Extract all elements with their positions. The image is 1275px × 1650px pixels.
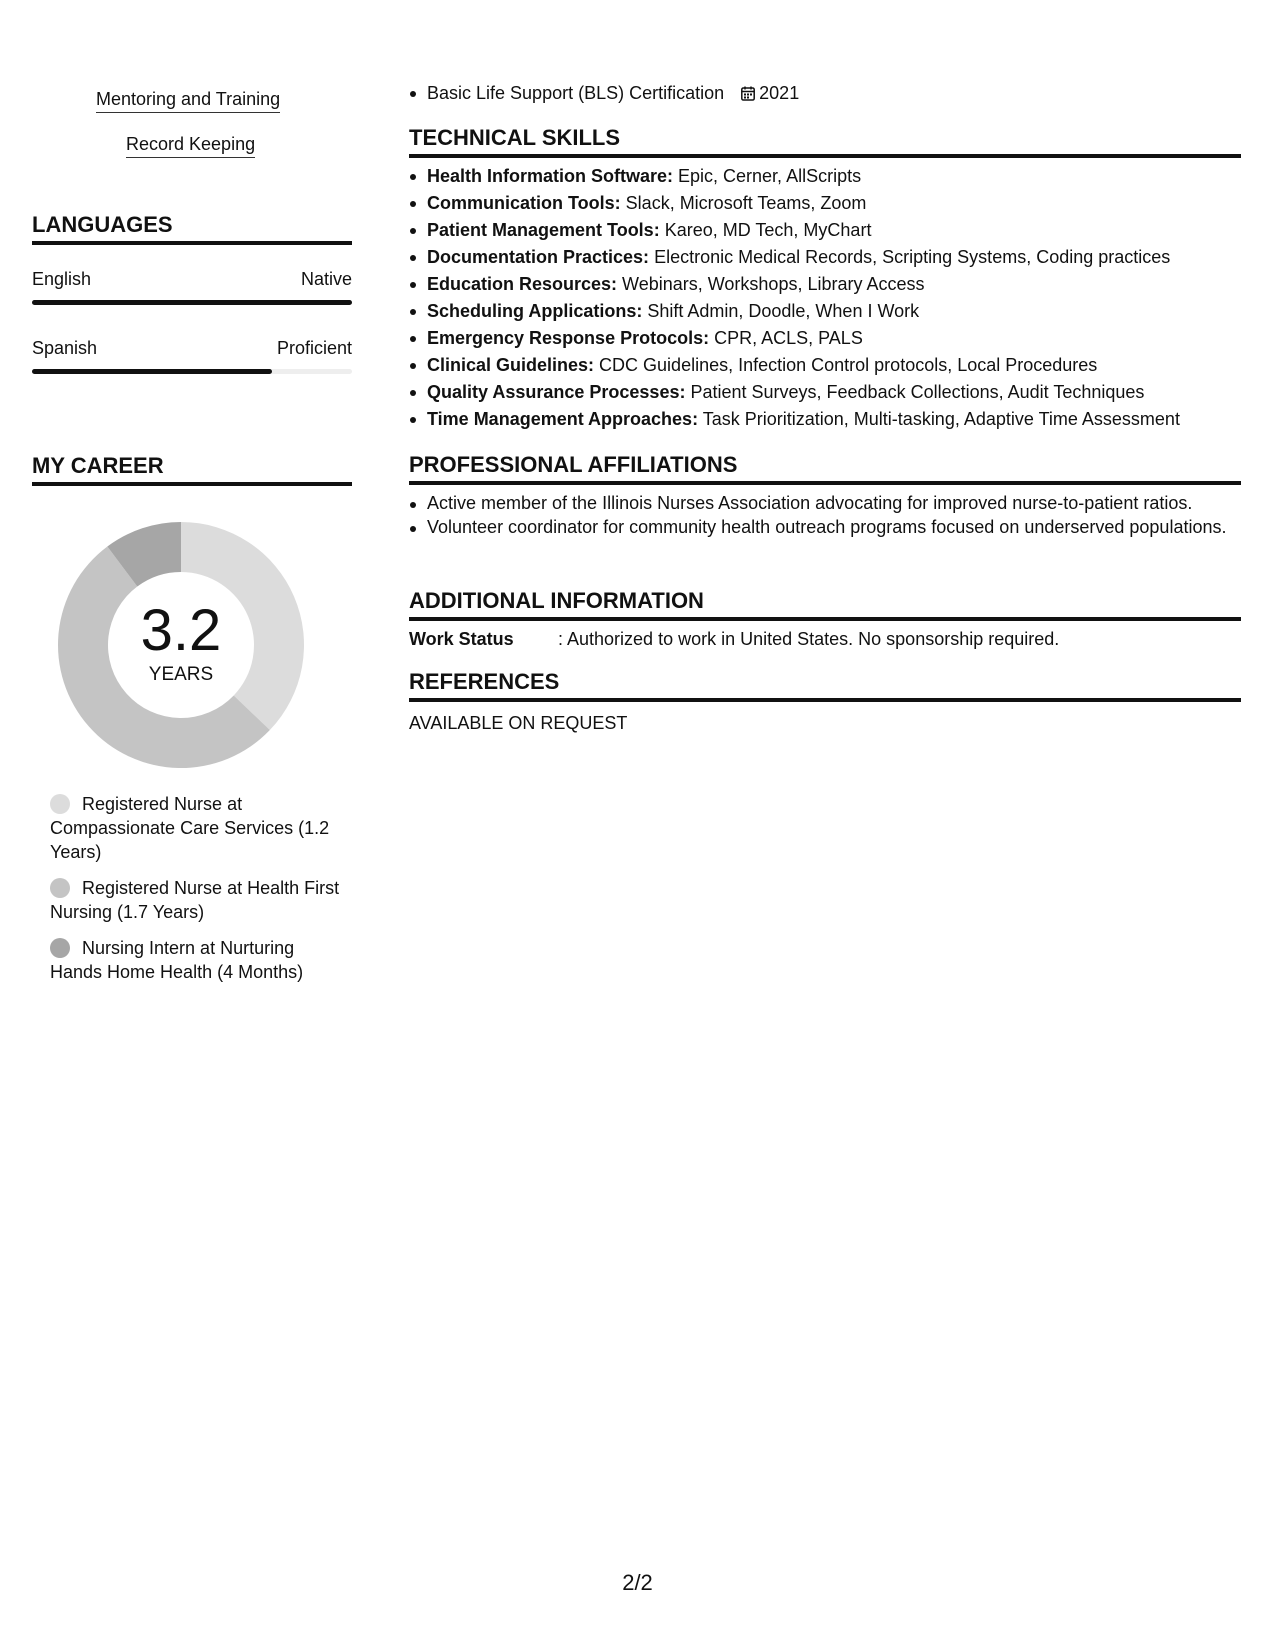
technical-skills-list	[409, 163, 1257, 433]
references-text: AVAILABLE ON REQUEST	[409, 713, 628, 733]
skill-item	[427, 406, 1257, 433]
skill-item	[427, 163, 1257, 190]
legend-dot	[50, 794, 70, 814]
page-number: 2/2	[622, 1570, 653, 1595]
languages-rule	[32, 241, 352, 245]
skill-item	[427, 217, 1257, 244]
language-bar-fill	[32, 300, 352, 305]
skill-value: Task Prioritization, Multi-tasking, Adaptive Time Assessment	[698, 409, 1180, 429]
legend-dot	[50, 938, 70, 958]
language-bar-fill	[32, 369, 272, 374]
legend-dot	[50, 878, 70, 898]
skill-item	[427, 244, 1257, 271]
calendar-icon	[741, 86, 755, 101]
certification-item	[427, 80, 1247, 107]
language-name: English	[32, 269, 92, 289]
skill-label: Time Management Approaches:	[427, 409, 699, 429]
donut-center	[56, 520, 306, 770]
language-bar-spanish	[32, 369, 352, 374]
skill-label: Quality Assurance Processes:	[427, 382, 686, 402]
affiliations-heading: PROFESSIONAL AFFILIATIONS	[409, 452, 738, 477]
certification-name: Basic Life Support (BLS) Certification	[427, 83, 725, 103]
career-heading: MY CAREER	[32, 453, 164, 478]
skill-value: Electronic Medical Records, Scripting Systems, Coding practices	[649, 247, 1171, 267]
skill-item	[427, 325, 1257, 352]
certification-year: 2021	[759, 83, 800, 103]
legend-item	[50, 936, 340, 984]
career-total-value: 3.2	[140, 598, 222, 663]
language-name: Spanish	[32, 338, 98, 358]
skill-value: Patient Surveys, Feedback Collections, Audit Techniques	[685, 382, 1145, 402]
skill-label: Emergency Response Protocols:	[427, 328, 710, 348]
language-bar-english	[32, 300, 352, 305]
language-level: Proficient	[276, 338, 352, 358]
skill-label: Communication Tools:	[427, 193, 621, 213]
career-total-unit: YEARS	[148, 664, 214, 685]
technical-skills-rule	[409, 154, 1241, 158]
affiliations-list	[409, 491, 1257, 539]
affiliations-rule	[409, 481, 1241, 485]
skill-value: CDC Guidelines, Infection Control protocols, Local Procedures	[594, 355, 1098, 375]
legend-label: Registered Nurse at Health First Nursing (1.7 Years)	[50, 878, 340, 922]
skill-item	[427, 352, 1257, 379]
skill-value: Slack, Microsoft Teams, Zoom	[620, 193, 867, 213]
work-status-value: : Authorized to work in United States. No sponsorship required.	[558, 629, 1060, 649]
additional-info-heading: ADDITIONAL INFORMATION	[409, 588, 704, 613]
skill-value: CPR, ACLS, PALS	[709, 328, 863, 348]
languages-heading: LANGUAGES	[32, 212, 173, 237]
skill-label: Health Information Software:	[427, 166, 674, 186]
legend-label: Nursing Intern at Nurturing Hands Home Health (4 Months)	[50, 938, 304, 982]
additional-info-rule	[409, 617, 1241, 621]
skill-label: Scheduling Applications:	[427, 301, 643, 321]
legend-item	[50, 876, 340, 924]
legend-label: Registered Nurse at Compassionate Care Services (1.2 Years)	[50, 794, 330, 862]
skill-item	[427, 190, 1257, 217]
technical-skills-heading: TECHNICAL SKILLS	[409, 125, 621, 150]
career-rule	[32, 482, 352, 486]
skill-value: Webinars, Workshops, Library Access	[617, 274, 925, 294]
skill-label: Documentation Practices:	[427, 247, 650, 267]
language-level: Native	[300, 269, 352, 289]
skill-label: Patient Management Tools:	[427, 220, 660, 240]
affiliation-item: Volunteer coordinator for community health outreach programs focused on underserved populations.	[427, 515, 1257, 539]
skill-tag-mentoring: Mentoring and Training	[96, 88, 280, 113]
career-legend	[50, 792, 340, 996]
skill-item	[427, 298, 1257, 325]
work-status-label: Work Status	[409, 629, 514, 649]
skill-item	[427, 271, 1257, 298]
skill-value: Shift Admin, Doodle, When I Work	[642, 301, 920, 321]
skill-label: Clinical Guidelines:	[427, 355, 595, 375]
career-donut-chart	[56, 520, 306, 770]
skill-tag-record-keeping: Record Keeping	[126, 133, 255, 158]
legend-item	[50, 792, 340, 864]
certification-list	[409, 80, 1247, 107]
skill-value: Epic, Cerner, AllScripts	[673, 166, 862, 186]
skill-label: Education Resources:	[427, 274, 618, 294]
skill-item	[427, 379, 1257, 406]
skill-value: Kareo, MD Tech, MyChart	[659, 220, 872, 240]
references-heading: REFERENCES	[409, 669, 560, 694]
references-rule	[409, 698, 1241, 702]
affiliation-item: Active member of the Illinois Nurses Association advocating for improved nurse-to-patient ratios.	[427, 491, 1257, 515]
